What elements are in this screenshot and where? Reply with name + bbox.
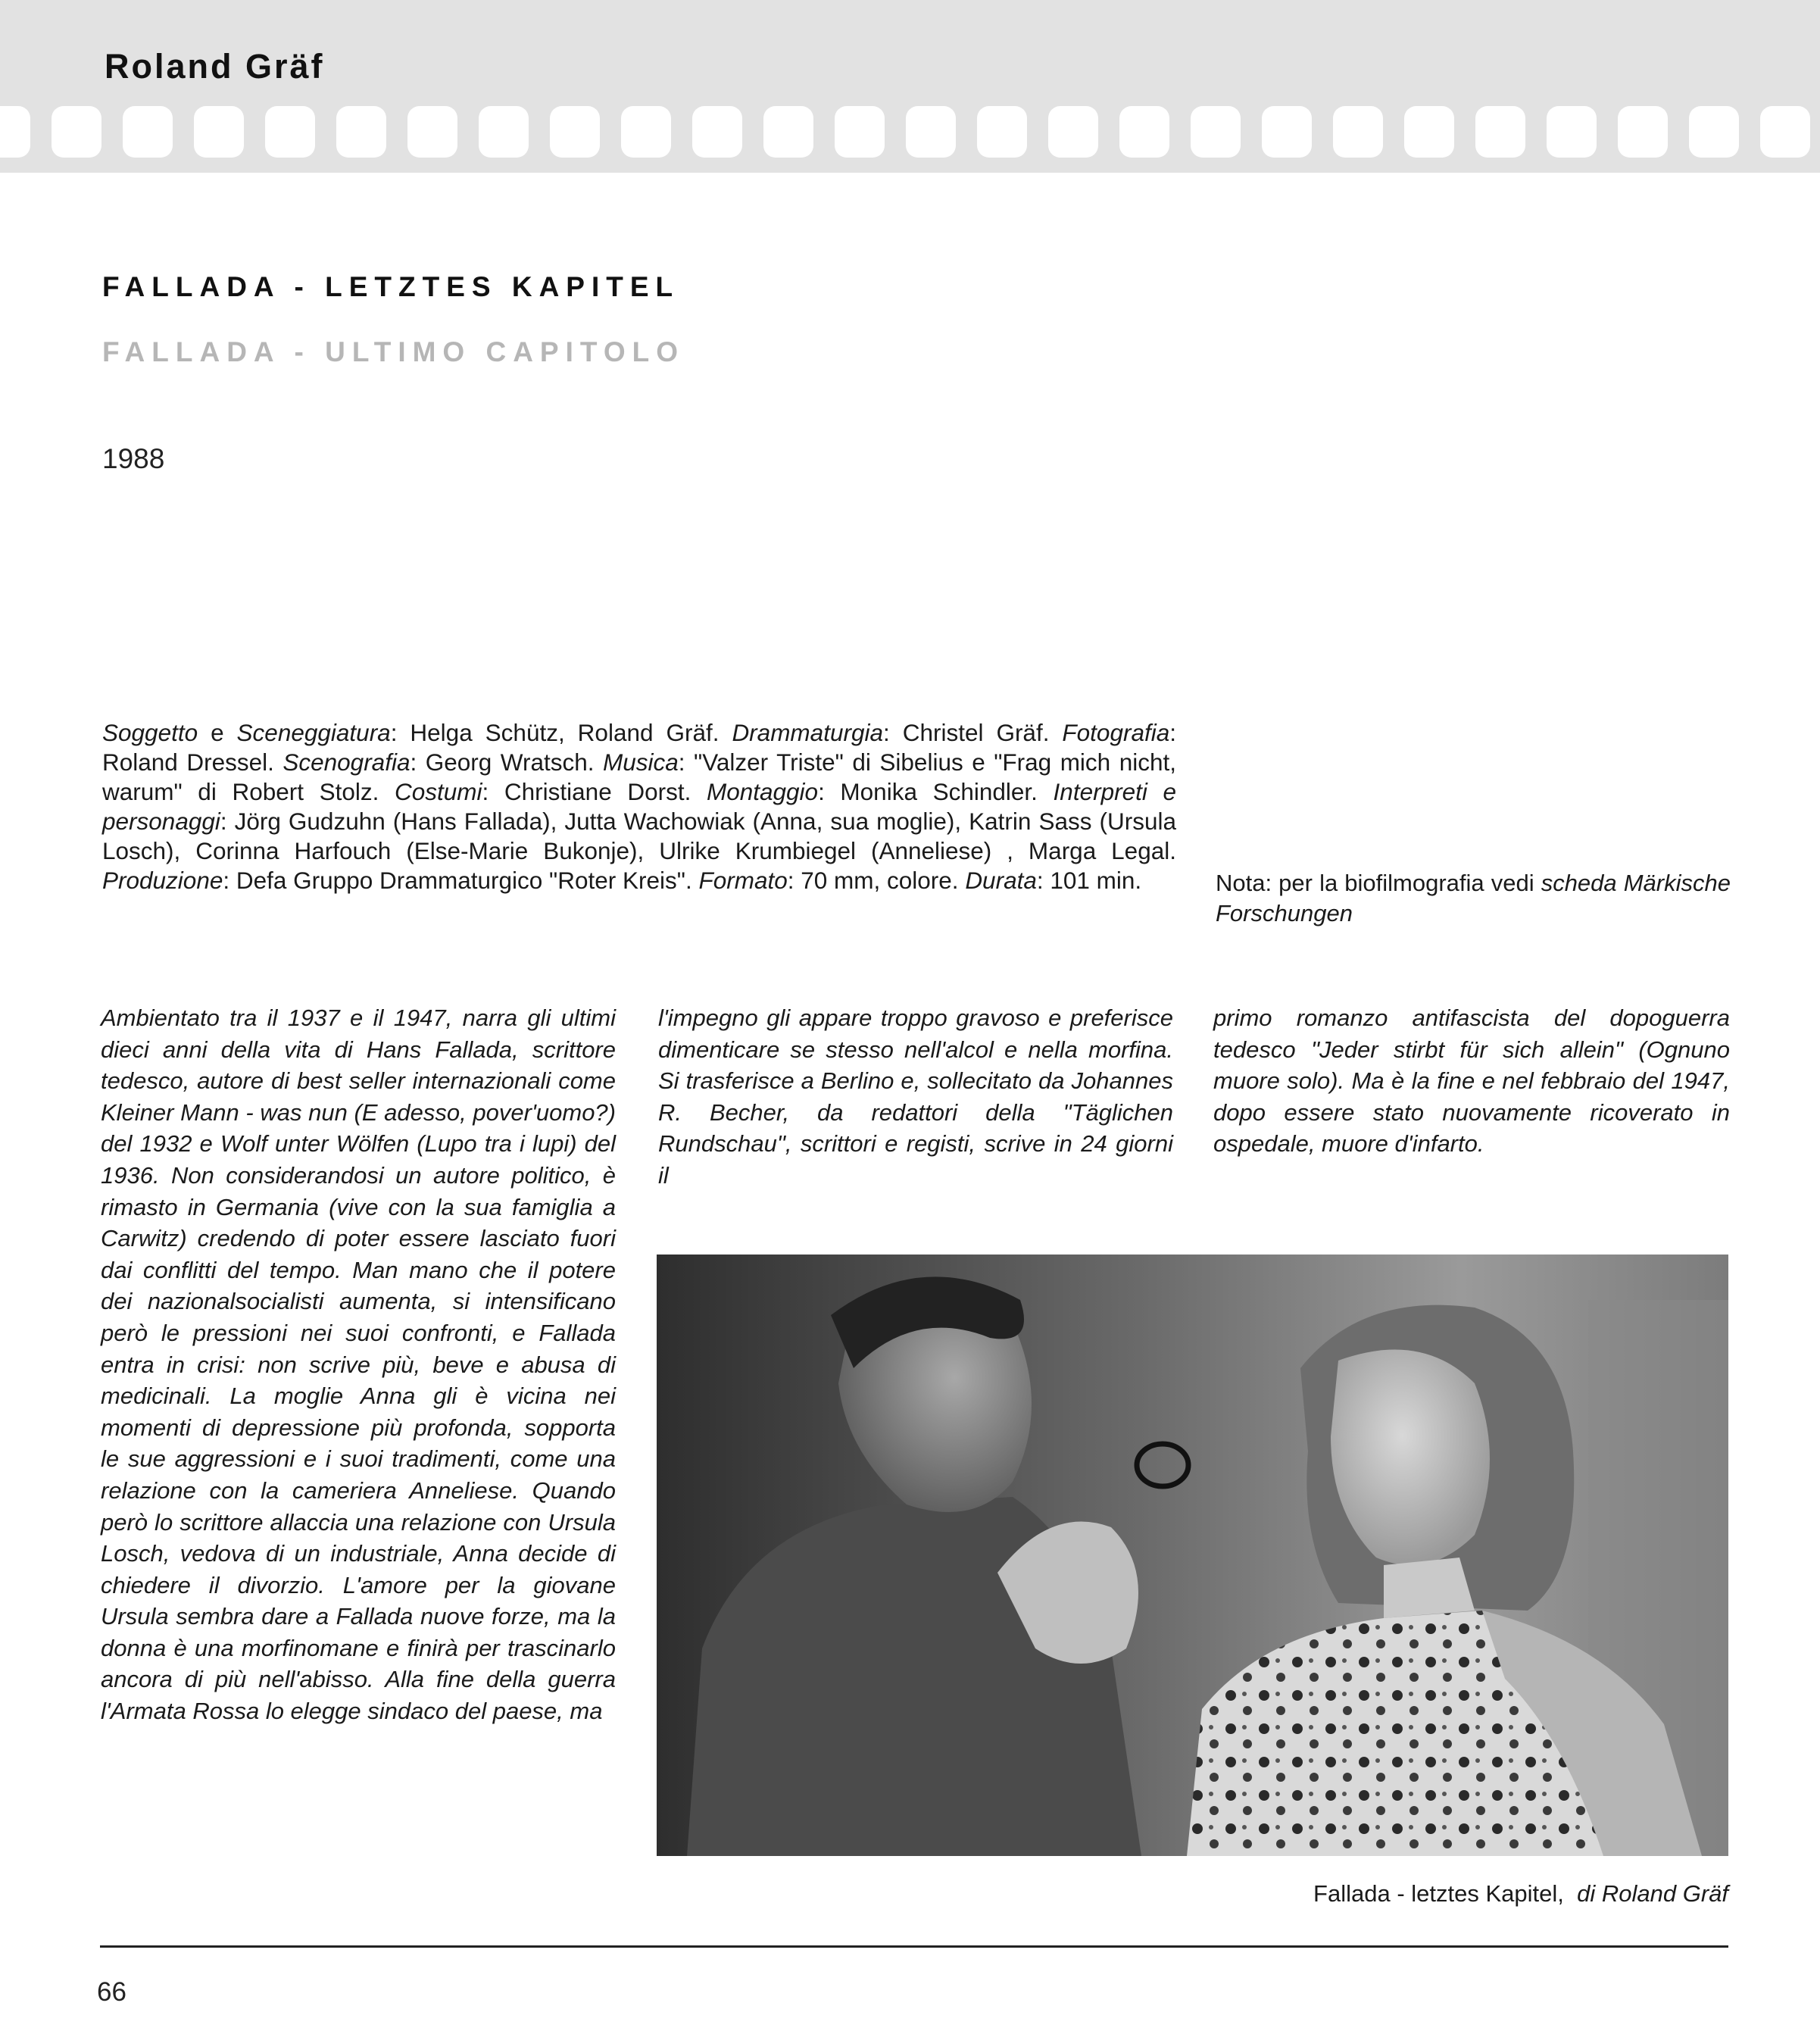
page-number: 66 [97,1977,126,2007]
credit-label: Formato [698,867,788,894]
biofilmography-note [1216,868,1731,929]
credit-label: Costumi [395,778,482,805]
sprocket-hole [621,106,671,158]
sprocket-hole [1119,106,1169,158]
credit-label: Drammaturgia [732,719,883,746]
film-year: 1988 [102,443,165,474]
film-title-italian: FALLADA - ULTIMO CAPITOLO [102,336,685,367]
sprocket-hole [52,106,101,158]
credits-paragraph [102,718,1176,895]
credit-label: Fotografia [1062,719,1170,746]
credit-label: Scenografia [283,748,411,776]
caption-title: Fallada - letztes Kapitel, [1313,1880,1564,1907]
credit-label: Sceneggiatura [236,719,391,746]
note-prefix: Nota: per la biofilmografia vedi [1216,870,1541,896]
photo-caption [1189,1880,1728,1908]
credit-text: : Monika Schindler. [818,778,1054,805]
sprocket-hole [1475,106,1525,158]
credit-text: : Georg Wratsch. [410,748,603,776]
sprocket-hole [265,106,315,158]
credit-text: : Christiane Dorst. [482,778,707,805]
sprocket-hole [1547,106,1597,158]
note-reference: scheda Märkische Forschungen [1216,870,1731,926]
sprocket-hole [1618,106,1668,158]
header-band [0,0,1820,173]
sprocket-hole [1689,106,1739,158]
woman-neck [1384,1558,1475,1618]
credit-text: : "Valzer Triste" di Sibelius e "Frag mich nicht, warum" di Robert Stolz. [102,748,1176,805]
sprocket-hole [0,106,30,158]
sprocket-hole [1333,106,1383,158]
caption-credit: di Roland Gräf [1577,1880,1728,1907]
director-name: Roland Gräf [105,47,325,86]
sprocket-hole [763,106,813,158]
film-still-photo [657,1255,1728,1856]
film-sprocket-strip [0,106,1820,161]
film-title-original: FALLADA - LETZTES KAPITEL [102,271,680,302]
sprocket-hole [1191,106,1241,158]
credit-text: : 70 mm, colore. [787,867,966,894]
synopsis-column-2: l'impegno gli appare troppo gravoso e preferisce dimenticare se stesso nell'alcol e nella morfina. Si trasferisce a Berlino e, sollecitato da Johannes R. Becher, da redattori della "Täglichen Rundschau", scrittori e registi, scrive in 24 giorni il [658,1005,1173,1189]
credit-label: Soggetto [102,719,198,746]
sprocket-hole [123,106,173,158]
credit-text: : Christel Gräf. [883,719,1063,746]
credit-text: e [198,719,237,746]
sprocket-hole [550,106,600,158]
sprocket-hole [479,106,529,158]
credit-text: : Helga Schütz, Roland Gräf. [390,719,732,746]
sprocket-hole [906,106,956,158]
sprocket-hole [336,106,386,158]
credit-label: Montaggio [706,778,819,805]
credit-label: Durata [965,867,1037,894]
sprocket-hole [1048,106,1098,158]
credit-label: Musica [603,748,679,776]
synopsis-column-3: primo romanzo antifascista del dopoguerra tedesco "Jeder stirbt für sich allein" (Ognuno muore solo). Ma è la fine e nel febbraio del 1947, dopo essere stato nuovamente ricoverato in ospedale, muore d'infarto. [1213,1005,1730,1158]
credit-text: : Roland Dressel. [102,719,1177,776]
sprocket-hole [407,106,457,158]
credit-label: Produzione [102,867,223,894]
sprocket-hole [1262,106,1312,158]
sprocket-hole [1404,106,1454,158]
sprocket-hole [194,106,244,158]
footer-rule [100,1945,1728,1948]
sprocket-hole [835,106,885,158]
credit-text: : Jörg Gudzuhn (Hans Fallada), Jutta Wachowiak (Anna, sua moglie), Katrin Sass (Ursula Losch), Corinna Harfouch (Else-Marie Bukonje), Ulrike Krumbiegel (Anneliese) , Marga Legal. [102,808,1176,864]
sprocket-hole [692,106,742,158]
sprocket-hole [1760,106,1810,158]
sprocket-hole [977,106,1027,158]
credit-label: Interpreti e personaggi [102,778,1176,835]
credit-text: : 101 min. [1036,867,1142,894]
credit-text: : Defa Gruppo Drammaturgico "Roter Kreis". [223,867,699,894]
synopsis-column-1: Ambientato tra il 1937 e il 1947, narra gli ultimi dieci anni della vita di Hans Fallada, scrittore tedesco, autore di best seller internazionali come Kleiner Mann - was nun (E adesso, pover'uomo?) del 1932 e Wolf unter Wölfen (Lupo tra i lupi) del 1936. Non considerandosi un autore politico, è rimasto in Germania (vive con la sua famiglia a Carwitz) credendo di poter essere lasciato fuori dai conflitti del tempo. Man mano che il potere dei nazionalsocialisti aumenta, si intensificano però le pressioni nei suoi confronti, e Fallada entra in crisi: non scrive più, beve e abusa di medicinali. La moglie Anna gli è vicina nei momenti di depressione più profonda, sopporta le sue aggressioni e i suoi tradimenti, come una relazione con la cameriera Anneliese. Quando però lo scrittore allaccia una relazione con Ursula Losch, vedova di un industriale, Anna decide di chiedere il divorzio. L'amore per la giovane Ursula sembra dare a Fallada nuove forze, ma la donna è una morfinomane e finirà per trascinarlo ancora di più nell'abisso. Alla fine della guerra l'Armata Rossa lo elegge sindaco del paese, ma [101,1005,616,1725]
film-still-image [657,1255,1728,1856]
